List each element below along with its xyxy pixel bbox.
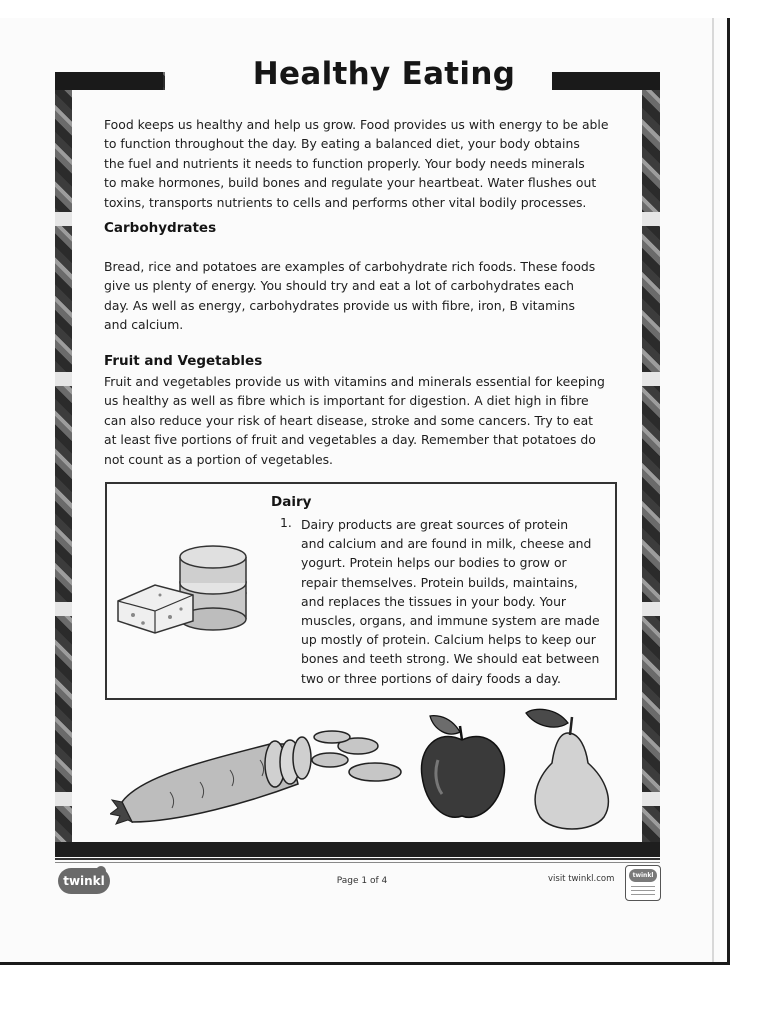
pear-illustration: [522, 703, 618, 833]
dairy-line: muscles, organs, and immune system are made: [301, 613, 600, 629]
dairy-line: and calcium and are found in milk, cheese and: [301, 536, 592, 552]
carbohydrates-paragraph: [104, 257, 616, 335]
intro-line: toxins, transports nutrients to cells and performs other vital bodily processes.: [104, 194, 587, 210]
footer-rule-thin: [55, 862, 660, 863]
dairy-line: yogurt. Protein helps our bodies to grow or: [301, 555, 567, 571]
badge-lines: [631, 886, 655, 887]
dairy-line: up mostly of protein. Calcium helps to keep our: [301, 632, 596, 648]
quality-badge-icon: [625, 865, 661, 901]
page-title: Healthy Eating: [252, 56, 516, 92]
carrot-illustration: [110, 722, 410, 832]
dairy-line: and replaces the tissues in your body. Your: [301, 593, 567, 609]
dairy-heading: Dairy: [271, 494, 312, 510]
carbohydrates-line: day. As well as energy, carbohydrates provide us with fibre, iron, B vitamins: [104, 297, 575, 313]
fruit-veg-paragraph: [104, 372, 616, 469]
dairy-line: bones and teeth strong. We should eat between: [301, 651, 600, 667]
fruit-veg-heading: Fruit and Vegetables: [104, 353, 263, 369]
dairy-line: Dairy products are great sources of protein: [301, 517, 569, 532]
page-edge-shadow: [712, 18, 714, 962]
cheese-illustration: [115, 543, 250, 638]
carbohydrates-line: and calcium.: [104, 317, 184, 333]
visit-link[interactable]: visit twinkl.com: [548, 874, 615, 884]
apple-illustration: [418, 710, 510, 825]
badge-logo: twinkl: [629, 869, 657, 882]
intro-line: to make hormones, build bones and regulate your heartbeat. Water flushes out: [104, 175, 597, 191]
fruit-veg-line: Fruit and vegetables provide us with vitamins and minerals essential for keeping: [104, 374, 605, 389]
dairy-line: repair themselves. Protein builds, maintains,: [301, 574, 578, 590]
carbohydrates-heading: Carbohydrates: [104, 220, 217, 236]
page-number: Page 1 of 4: [336, 876, 388, 886]
frame-bottom-band: [55, 842, 660, 857]
intro-line: to function throughout the day. By eating a balanced diet, your body obtains: [104, 136, 580, 152]
twinkl-logo[interactable]: twinkl: [58, 868, 110, 894]
fruit-veg-line: can also reduce your risk of heart disease, stroke and some cancers. Try to eat: [104, 412, 594, 428]
dairy-list-number: 1.: [280, 515, 292, 530]
intro-line: the fuel and nutrients it needs to function properly. Your body needs minerals: [104, 155, 585, 171]
footer-rule: [55, 858, 660, 860]
fruit-veg-line: not count as a portion of vegetables.: [104, 451, 333, 467]
carbohydrates-line: give us plenty of energy. You should try and eat a lot of carbohydrates each: [104, 278, 574, 294]
dairy-line: two or three portions of dairy foods a day.: [301, 670, 561, 686]
fruit-veg-line: at least five portions of fruit and vegetables a day. Remember that potatoes do: [104, 432, 596, 448]
intro-paragraph: [104, 115, 616, 212]
fruit-veg-line: us healthy as well as fibre which is important for digestion. A diet high in fibre: [104, 393, 589, 409]
carbohydrates-line: Bread, rice and potatoes are examples of carbohydrate rich foods. These foods: [104, 259, 596, 274]
dairy-paragraph: [301, 515, 606, 688]
intro-line: Food keeps us healthy and help us grow. Food provides us with energy to be able: [104, 117, 609, 132]
